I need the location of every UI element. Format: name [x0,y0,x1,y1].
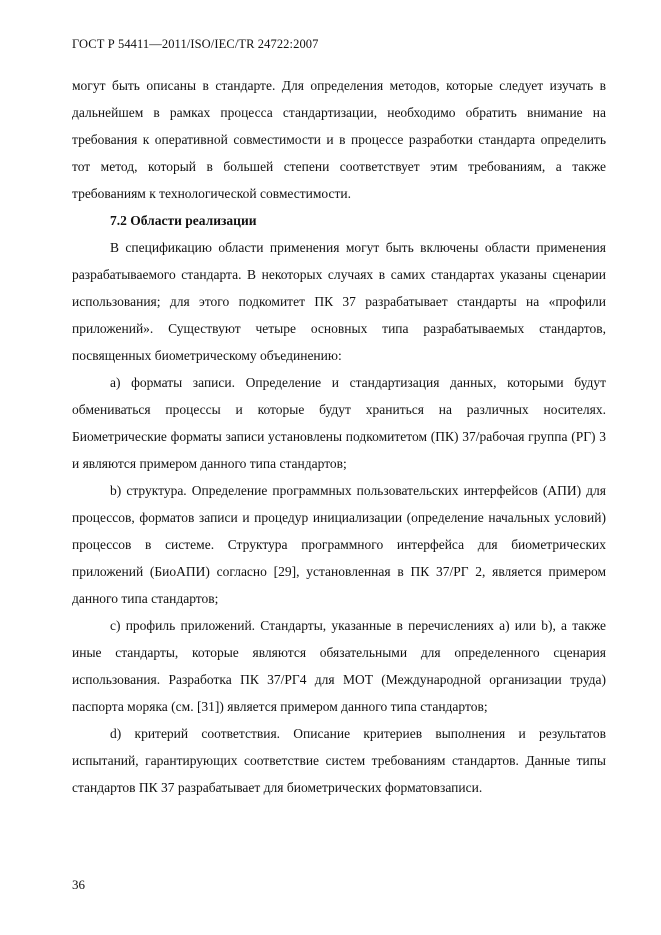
page-number: 36 [72,877,85,892]
list-item-c: c) профиль приложений. Стандарты, указанные в перечислениях a) или b), а также иные стандарты, которые являются обязательными для определенного сценария использования. Разработка ПК 37/РГ4 для МОТ (Международной организации труда) паспорта моряка (см. [31]) является примером данного типа стандартов; [72,618,606,714]
list-item-d: d) критерий соответствия. Описание критериев выполнения и результатов испытаний, гарантирующих соответствие систем требованиям стандартов. Данные типы стандартов ПК 37 разрабатывает для биометрических форматовзаписи. [72,726,606,795]
list-item-b: b) структура. Определение программных пользовательских интерфейсов (АПИ) для процессов, форматов записи и процедур инициализации (определение начальных условий) процессов в системе. Структура программного интерфейса для биометрических приложений (БиоАПИ) согласно [29], установленная в ПК 37/РГ 2, является примером данного типа стандартов; [72,483,606,606]
list-item-a: a) форматы записи. Определение и стандартизация данных, которыми будут обмениваться процессы и которые будут храниться на различных носителях. Биометрические форматы записи установлены подкомитетом (ПК) 37/рабочая группа (РГ) 3 и являются примером данного типа стандартов; [72,375,606,471]
document-header: ГОСТ Р 54411—2011/ISO/IEC/TR 24722:2007 [72,37,319,51]
document-body [72,72,606,801]
section-heading: 7.2 Области реализации [110,213,257,228]
paragraph-intro: В спецификацию области применения могут быть включены области применения разрабатываемого стандарта. В некоторых случаях в самих стандартах указаны сценарии использования; для этого подкомитет ПК 37 разрабатывает стандарты на «профили приложений». Существуют четыре основных типа разрабатываемых стандартов, посвященных биометрическому объединению: [72,240,606,363]
paragraph-continuation: могут быть описаны в стандарте. Для определения методов, которые следует изучать в дальнейшем в рамках процесса стандартизации, необходимо обратить внимание на требования к оперативной совместимости и в процессе разработки стандарта определить тот метод, который в большей степени соответствует этим требованиям, а также требованиям к технологической совместимости. [72,78,606,201]
